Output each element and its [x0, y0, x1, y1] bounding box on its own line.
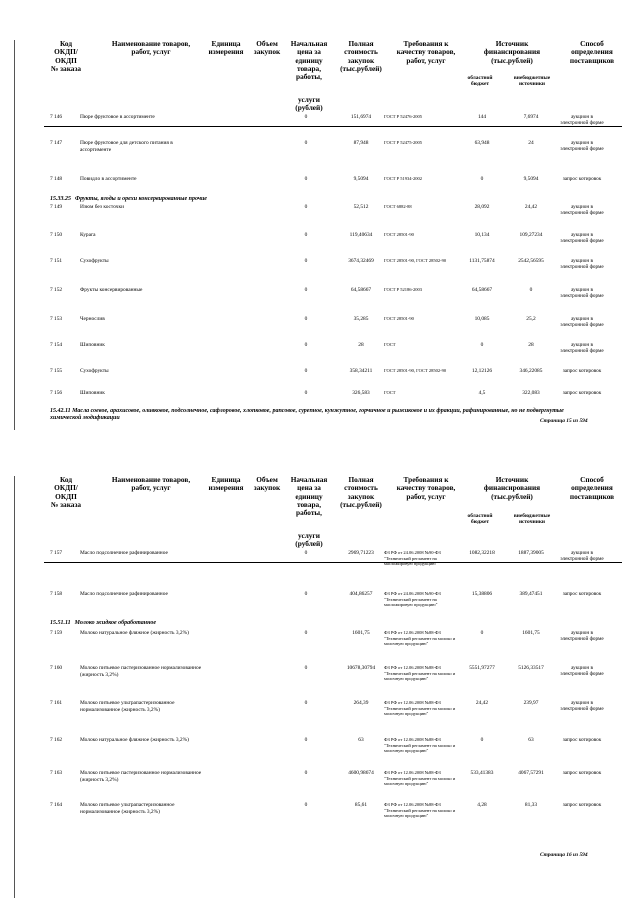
- regional-budget: 1131,75874: [469, 258, 495, 264]
- procurement-method: аукцион в электронной форме: [560, 550, 604, 563]
- extrabudgetary: 7,6974: [523, 114, 539, 120]
- extrabudgetary: 4067,57291: [518, 770, 544, 776]
- quality-requirements: ФЗ РФ от 24.06.2008 №90-ФЗ "Технический регламент на масложировую продукцию": [384, 591, 441, 608]
- quality-requirements: ФЗ РФ от 12.06.2008 №88-ФЗ "Технический регламент на молоко и молочную продукцию": [384, 630, 456, 647]
- header-req: Требования к качеству товаров, работ, услуг: [396, 39, 456, 65]
- regional-budget: 63,948: [474, 140, 490, 146]
- header-volume: Объем закупок: [253, 39, 281, 57]
- quality-requirements: ГОСТ Р 52476-2005: [384, 114, 423, 119]
- header-code: Код ОКДП/ ОКДП № заказа: [50, 475, 82, 509]
- regional-budget: 1082,32218: [469, 550, 495, 556]
- unit-price: 0: [304, 204, 308, 210]
- row-number: 7 154: [50, 342, 63, 348]
- regional-budget: 15,38806: [471, 591, 493, 597]
- total-cost: 404,86257: [349, 591, 373, 597]
- header-unit: Единица измерения: [208, 475, 244, 493]
- unit-price: 0: [304, 550, 308, 556]
- item-name: Молоко натуральное фляжное (жирность 3,2%): [80, 630, 189, 636]
- extrabudgetary: 81,33: [524, 802, 538, 808]
- row-number: 7 164: [50, 802, 63, 808]
- row-number: 7 156: [50, 390, 63, 396]
- header-source: Источник финансирования (тыс.рублей): [483, 475, 541, 501]
- procurement-method: аукцион в электронной форме: [560, 204, 604, 217]
- row-number: 7 161: [50, 700, 63, 706]
- regional-budget: 144: [477, 114, 487, 120]
- page-number: Страница 16 из 594: [540, 852, 588, 858]
- item-name: Молоко питьевое пастеризованное нормализованное (жирность 3,2%): [80, 665, 202, 678]
- unit-price: 0: [304, 665, 308, 671]
- footnote-text: Масла соевое, арахисовое, оливковое, подсолнечное, сафлоровое, хлопковое, рапсовое, сурепное, кунжутное, горчичное и рыжиковое и их фракции, рафинированные, но не подвергнутые химической модификации: [50, 408, 564, 422]
- header-code: Код ОКДП/ ОКДП № заказа: [50, 39, 82, 73]
- item-name: Пюре фруктовое в ассортименте: [80, 114, 155, 120]
- quality-requirements: ГОСТ Р 51934-2002: [384, 176, 423, 181]
- row-number: 7 149: [50, 204, 63, 210]
- row-number: 7 162: [50, 737, 63, 743]
- quality-requirements: ФЗ РФ от 12.06.2008 №88-ФЗ "Технический регламент на молоко и молочную продукцию": [384, 802, 456, 819]
- total-cost: 3674,32469: [348, 258, 374, 264]
- extrabudgetary: 239,97: [523, 700, 539, 706]
- total-cost: 1601,75: [352, 630, 370, 636]
- quality-requirements: ГОСТ: [384, 342, 396, 347]
- unit-price: 0: [304, 700, 308, 706]
- procurement-method: аукцион в электронной форме: [560, 232, 604, 245]
- row-number: 7 148: [50, 176, 63, 182]
- group-title: Молоко жидкое обработанное: [74, 620, 157, 626]
- procurement-method: запрос котировок: [562, 390, 602, 396]
- header-source-obl: областной бюджет: [467, 513, 493, 525]
- regional-budget: 0: [480, 342, 484, 348]
- quality-requirements: ФЗ РФ от 12.06.2008 №88-ФЗ "Технический регламент на молоко и молочную продукцию": [384, 665, 456, 682]
- regional-budget: 0: [480, 737, 484, 743]
- item-name: Шиповник: [80, 390, 105, 396]
- header-source: Источник финансирования (тыс.рублей): [483, 39, 541, 65]
- regional-budget: 24,42: [475, 700, 489, 706]
- item-name: Курага: [80, 232, 96, 238]
- item-name: Шиповник: [80, 342, 105, 348]
- extrabudgetary: 2542,56595: [518, 258, 544, 264]
- quality-requirements: ГОСТ 6882-88: [384, 204, 412, 209]
- procurement-method: аукцион в электронной форме: [560, 258, 604, 271]
- regional-budget: 4,5: [478, 390, 486, 396]
- row-number: 7 147: [50, 140, 63, 146]
- regional-budget: 10,085: [474, 316, 490, 322]
- total-cost: 264,39: [353, 700, 369, 706]
- header-price-cont: услуги (рублей): [295, 531, 323, 549]
- header-name: Наименование товаров, работ, услуг: [111, 475, 191, 493]
- regional-budget: 533,41383: [470, 770, 494, 776]
- item-name: Сухофрукты: [80, 368, 109, 374]
- row-number: 7 155: [50, 368, 63, 374]
- item-name: Молоко питьевое ультрапастеризованное нормализованное (жирность 3,2%): [80, 700, 175, 713]
- header-req: Требования к качеству товаров, работ, услуг: [396, 475, 456, 501]
- item-name: Чернослив: [80, 316, 105, 322]
- row-number: 7 152: [50, 287, 63, 293]
- regional-budget: 4,28: [477, 802, 487, 808]
- header-source-vne: внебюджетные источники: [513, 513, 551, 525]
- total-cost: 64,58667: [350, 287, 372, 293]
- row-number: 7 160: [50, 665, 63, 671]
- row-number: 7 151: [50, 258, 63, 264]
- total-cost: 358,34211: [349, 368, 373, 374]
- procurement-method: аукцион в электронной форме: [560, 700, 604, 713]
- quality-requirements: ГОСТ 28501-90: [384, 316, 414, 321]
- unit-price: 0: [304, 770, 308, 776]
- total-cost: 4600,98674: [348, 770, 374, 776]
- total-cost: 10678,30794: [346, 665, 376, 671]
- procurement-method: аукцион в электронной форме: [560, 665, 604, 678]
- header-price-cont: услуги (рублей): [295, 95, 323, 113]
- header-unit: Единица измерения: [208, 39, 244, 57]
- procurement-method: аукцион в электронной форме: [560, 140, 604, 153]
- total-cost: 35,285: [353, 316, 369, 322]
- procurement-method: запрос котировок: [562, 176, 602, 182]
- total-cost: 119,40634: [349, 232, 373, 238]
- total-cost: 85,61: [354, 802, 368, 808]
- quality-requirements: ГОСТ 28501-90: [384, 232, 414, 237]
- header-source-vne: внебюджетные источники: [513, 75, 551, 87]
- header-price: Начальная цена за единицу товара, работы,: [290, 39, 328, 82]
- row-number: 7 163: [50, 770, 63, 776]
- unit-price: 0: [304, 802, 308, 808]
- quality-requirements: ГОСТ 28501-90, ГОСТ 28502-90: [384, 258, 447, 263]
- header-rule: [44, 562, 622, 563]
- header-source-obl: областной бюджет: [467, 75, 493, 87]
- item-name: Сухофрукты: [80, 258, 109, 264]
- row-number: 7 157: [50, 550, 63, 556]
- total-cost: 2969,71223: [348, 550, 374, 556]
- extrabudgetary: 24: [528, 140, 534, 146]
- regional-budget: 0: [480, 630, 484, 636]
- row-number: 7 150: [50, 232, 63, 238]
- extrabudgetary: 9,5094: [523, 176, 539, 182]
- extrabudgetary: 25,2: [526, 316, 536, 322]
- total-cost: 151,6974: [350, 114, 372, 120]
- procurement-method: аукцион в электронной форме: [560, 630, 604, 643]
- extrabudgetary: 63: [528, 737, 534, 743]
- procurement-method: запрос котировок: [562, 770, 602, 776]
- unit-price: 0: [304, 368, 308, 374]
- quality-requirements: ФЗ РФ от 12.06.2008 №88-ФЗ "Технический регламент на молоко и молочную продукцию": [384, 737, 456, 754]
- row-number: 7 158: [50, 591, 63, 597]
- unit-price: 0: [304, 140, 308, 146]
- quality-requirements: ГОСТ 28501-90, ГОСТ 28502-90: [384, 368, 447, 373]
- extrabudgetary: 389,47451: [519, 591, 543, 597]
- row-number: 7 159: [50, 630, 63, 636]
- quality-requirements: ФЗ РФ от 12.06.2008 №88-ФЗ "Технический регламент на молоко и молочную продукцию": [384, 700, 456, 717]
- header-total: Полная стоимость закупок (тыс.рублей): [340, 39, 382, 73]
- total-cost: 52,512: [353, 204, 369, 210]
- header-name: Наименование товаров, работ, услуг: [111, 39, 191, 57]
- item-name: Масло подсолнечное рафинированное: [80, 591, 168, 597]
- group-code: 15.51.11: [50, 620, 71, 626]
- regional-budget: 5551,97277: [469, 665, 495, 671]
- header-method: Способ определения поставщиков: [569, 39, 615, 65]
- item-name: Молоко питьевое пастеризованное нормализованное (жирность 3,2%): [80, 770, 202, 783]
- extrabudgetary: 322,083: [522, 390, 540, 396]
- extrabudgetary: 1601,75: [522, 630, 540, 636]
- header-total: Полная стоимость закупок (тыс.рублей): [340, 475, 382, 509]
- regional-budget: 64,58667: [471, 287, 493, 293]
- page-number: Страница 15 из 594: [540, 418, 588, 424]
- procurement-method: запрос котировок: [562, 591, 602, 597]
- procurement-method: аукцион в электронной форме: [560, 316, 604, 329]
- extrabudgetary: 1887,39005: [518, 550, 544, 556]
- header-price: Начальная цена за единицу товара, работы,: [290, 475, 328, 518]
- extrabudgetary: 346,22085: [519, 368, 543, 374]
- unit-price: 0: [304, 287, 308, 293]
- unit-price: 0: [304, 176, 308, 182]
- extrabudgetary: 109,27234: [519, 232, 543, 238]
- procurement-method: запрос котировок: [562, 802, 602, 808]
- total-cost: 326,583: [352, 390, 370, 396]
- unit-price: 0: [304, 630, 308, 636]
- footnote-code: 15.42.11: [50, 408, 71, 414]
- row-number: 7 153: [50, 316, 63, 322]
- item-name: Повидло в ассортименте: [80, 176, 137, 182]
- item-name: Изюм без косточки: [80, 204, 124, 210]
- total-cost: 28: [358, 342, 364, 348]
- procurement-method: запрос котировок: [562, 368, 602, 374]
- item-name: Молоко питьевое ультрапастеризованное нормализованное (жирность 3,2%): [80, 802, 175, 815]
- unit-price: 0: [304, 390, 308, 396]
- item-name: Масло подсолнечное рафинированное: [80, 550, 168, 556]
- quality-requirements: ФЗ РФ от 12.06.2008 №88-ФЗ "Технический регламент на молоко и молочную продукцию": [384, 770, 456, 787]
- unit-price: 0: [304, 232, 308, 238]
- unit-price: 0: [304, 591, 308, 597]
- unit-price: 0: [304, 316, 308, 322]
- procurement-method: аукцион в электронной форме: [560, 114, 604, 127]
- regional-budget: 28,092: [474, 204, 490, 210]
- total-cost: 9,5094: [353, 176, 369, 182]
- quality-requirements: ГОСТ Р 52186-2003: [384, 287, 423, 292]
- group-heading: [50, 620, 156, 627]
- total-cost: 63: [358, 737, 364, 743]
- regional-budget: 10,134: [474, 232, 490, 238]
- extrabudgetary: 28: [528, 342, 534, 348]
- unit-price: 0: [304, 114, 308, 120]
- procurement-method: запрос котировок: [562, 737, 602, 743]
- item-name: Фрукты консервированные: [80, 287, 143, 293]
- item-name: Пюре фруктовое для детского питания в ассортименте: [80, 140, 173, 153]
- unit-price: 0: [304, 342, 308, 348]
- regional-budget: 12,12126: [471, 368, 493, 374]
- unit-price: 0: [304, 258, 308, 264]
- unit-price: 0: [304, 737, 308, 743]
- quality-requirements: ГОСТ Р 52475-2005: [384, 140, 423, 145]
- quality-requirements: ФЗ РФ от 24.06.2008 №90-ФЗ "Технический регламент на масложировую продукцию": [384, 550, 441, 567]
- row-number: 7 146: [50, 114, 63, 120]
- group-code: 15.33.25: [50, 196, 71, 202]
- extrabudgetary: 0: [529, 287, 533, 293]
- group-title: Фрукты, ягоды и орехи консервированные прочие: [75, 196, 207, 202]
- regional-budget: 0: [480, 176, 484, 182]
- procurement-method: аукцион в электронной форме: [560, 287, 604, 300]
- header-volume: Объем закупок: [253, 475, 281, 493]
- extrabudgetary: 24,42: [524, 204, 538, 210]
- extrabudgetary: 5126,33517: [518, 665, 544, 671]
- procurement-method: аукцион в электронной форме: [560, 342, 604, 355]
- item-name: Молоко натуральное фляжное (жирность 3,2%): [80, 737, 189, 743]
- header-method: Способ определения поставщиков: [569, 475, 615, 501]
- quality-requirements: ГОСТ: [384, 390, 396, 395]
- total-cost: 87,948: [353, 140, 369, 146]
